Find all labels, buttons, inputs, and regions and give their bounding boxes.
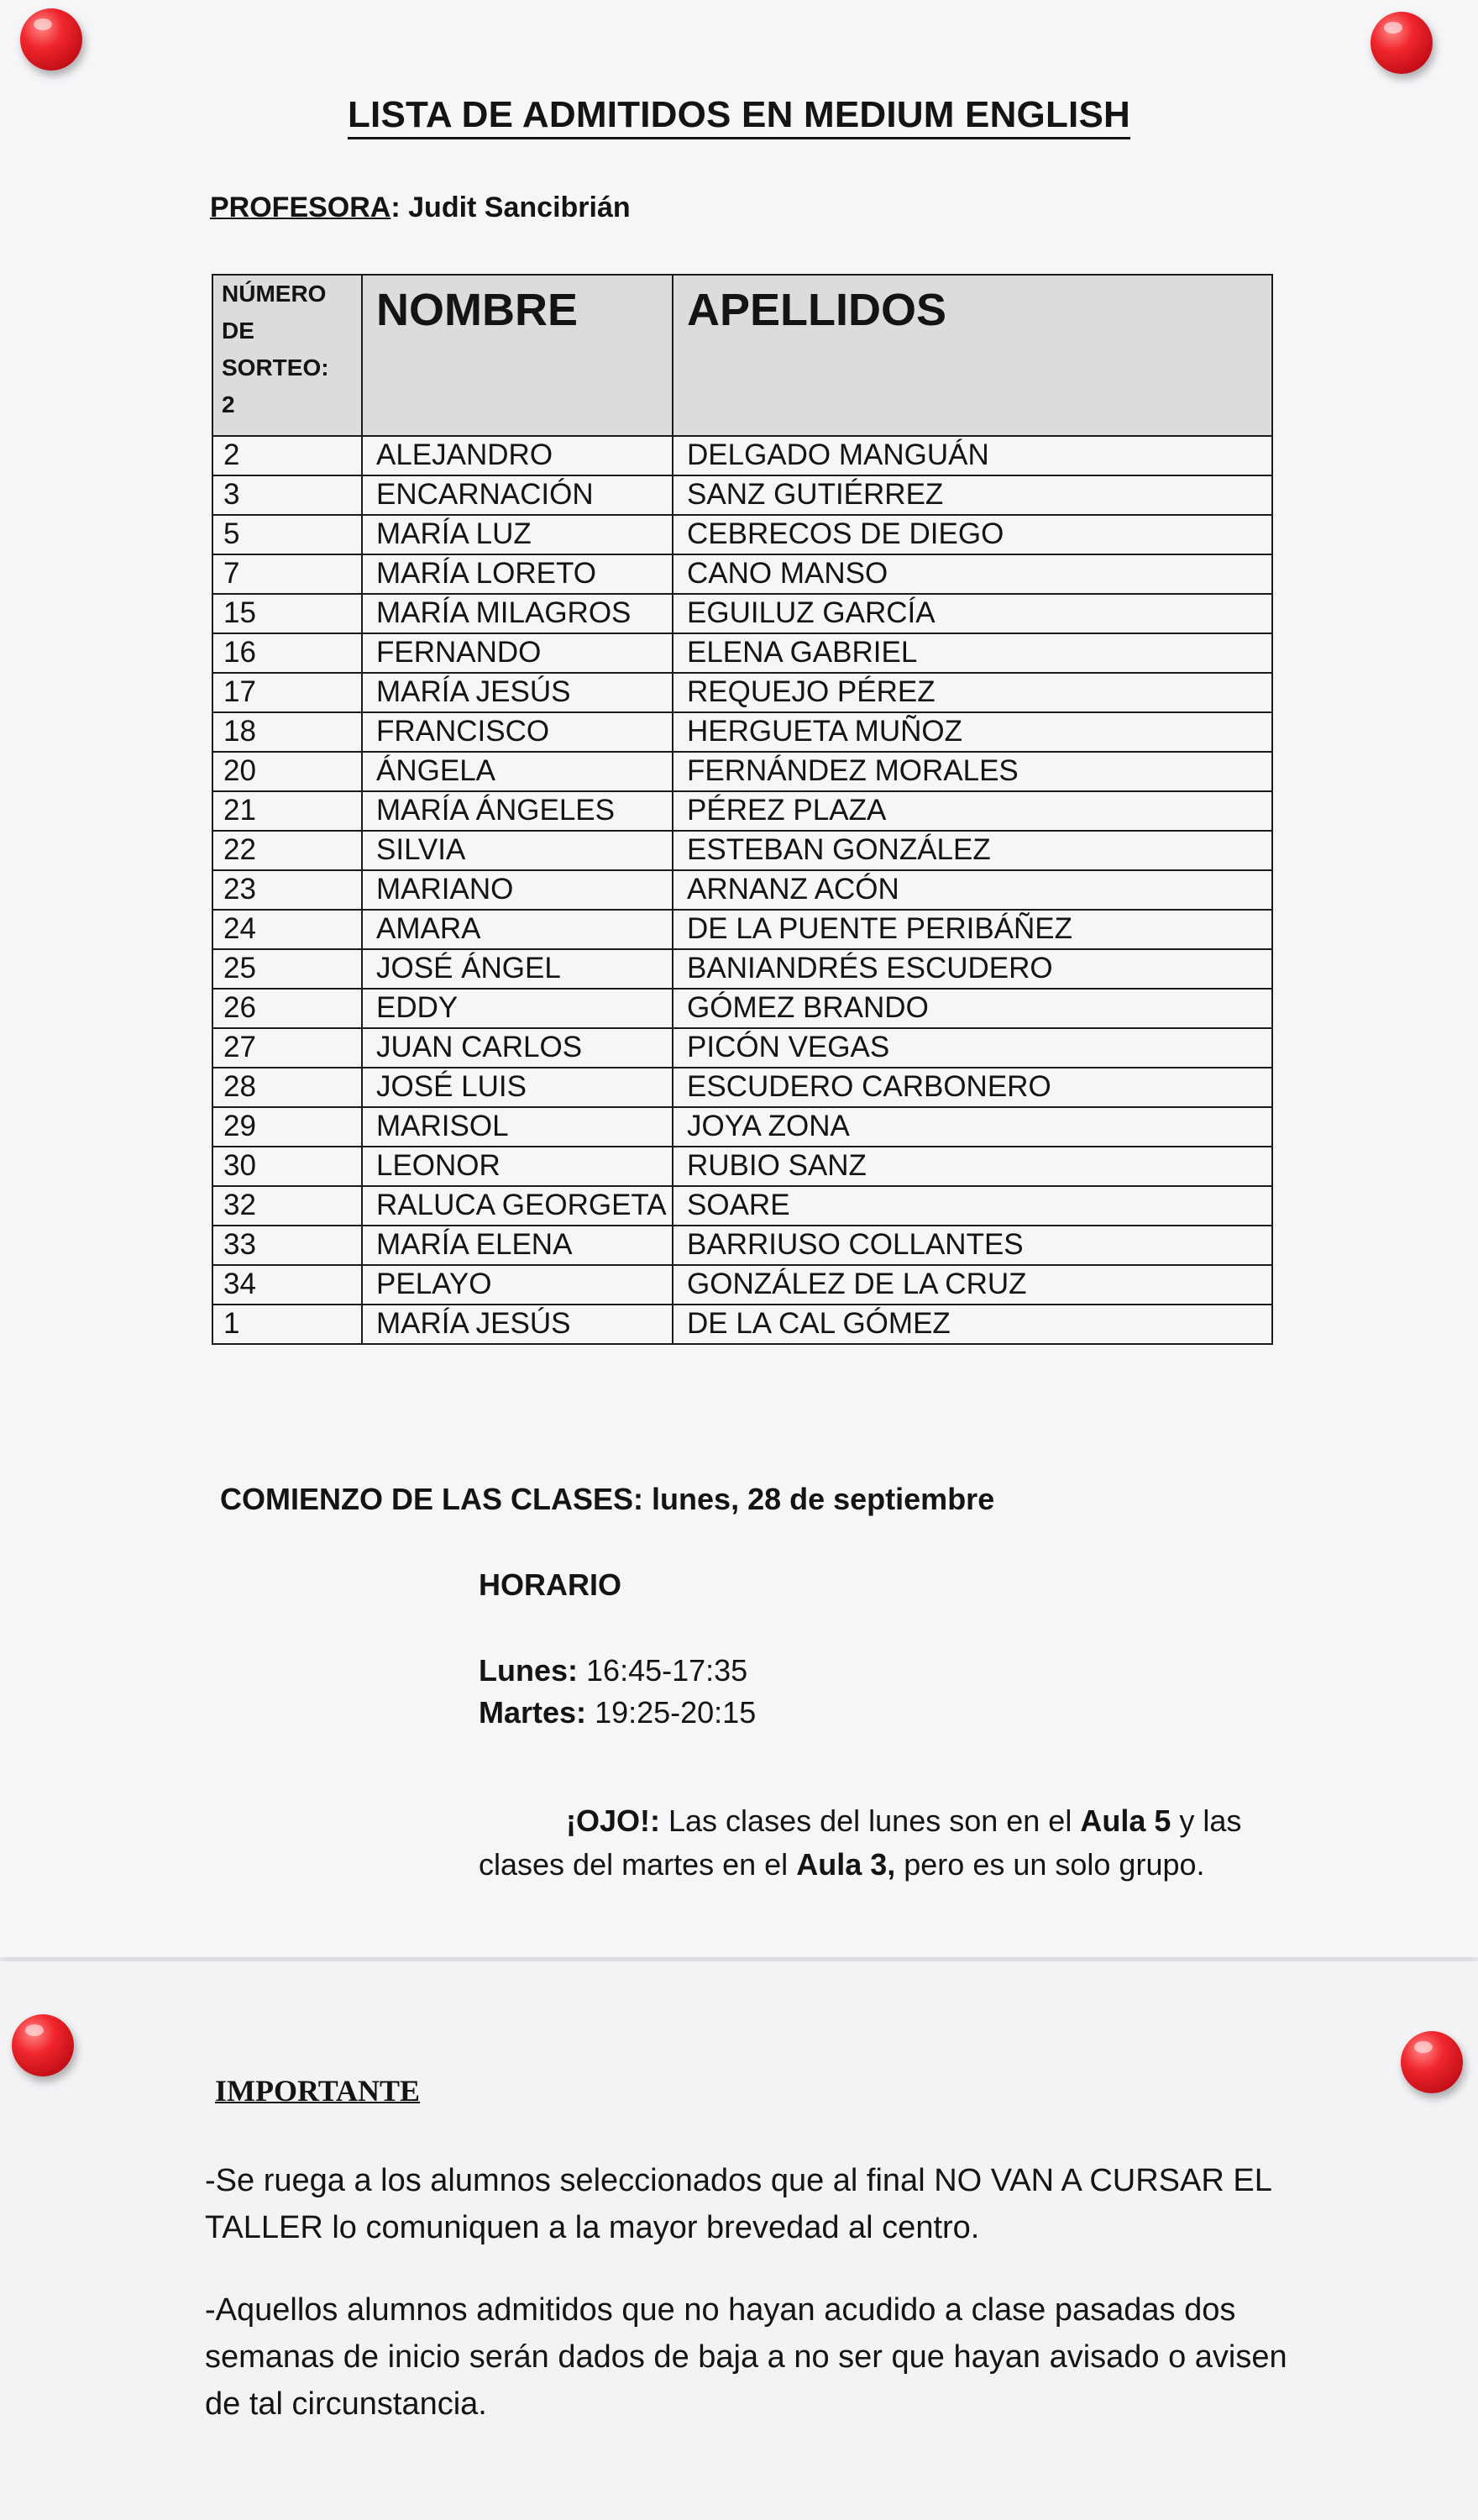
row-name: ALEJANDRO: [362, 436, 673, 475]
header-name: NOMBRE: [362, 275, 673, 436]
note-text-1: Las clases del lunes son en el: [668, 1803, 1072, 1838]
table-row: [212, 989, 1272, 1028]
row-name: PELAYO: [362, 1265, 673, 1305]
row-number: 20: [212, 752, 362, 791]
table-row: [212, 1186, 1272, 1226]
red-pin-icon: [20, 8, 82, 71]
header-number-line: DE: [222, 318, 254, 344]
header-number-line: SORTEO:: [222, 354, 329, 381]
row-surnames: BARRIUSO COLLANTES: [673, 1226, 1272, 1265]
page-title-text: LISTA DE ADMITIDOS EN MEDIUM ENGLISH: [348, 94, 1130, 139]
table-row: [212, 949, 1272, 989]
row-number: 21: [212, 791, 362, 831]
row-name: MARÍA JESÚS: [362, 673, 673, 712]
row-name: ÁNGELA: [362, 752, 673, 791]
row-surnames: RUBIO SANZ: [673, 1147, 1272, 1186]
row-surnames: ESTEBAN GONZÁLEZ: [673, 831, 1272, 870]
row-name: JOSÉ LUIS: [362, 1068, 673, 1107]
row-number: 1: [212, 1305, 362, 1344]
row-name: MARIANO: [362, 870, 673, 910]
row-number: 5: [212, 515, 362, 554]
page-title: [0, 94, 1478, 136]
table-row: [212, 475, 1272, 515]
row-surnames: HERGUETA MUÑOZ: [673, 712, 1272, 752]
teacher-line: [210, 192, 631, 224]
important-paragraph-1: -Se ruega a los alumnos seleccionados que al final NO VAN A CURSAR EL TALLER lo comuniquen a la mayor brevedad al centro.: [205, 2163, 1271, 2245]
row-name: SILVIA: [362, 831, 673, 870]
table-header-row: [212, 275, 1272, 436]
row-number: 18: [212, 712, 362, 752]
row-surnames: DELGADO MANGUÁN: [673, 436, 1272, 475]
table-row: [212, 673, 1272, 712]
header-number: [212, 275, 362, 436]
row-name: MARÍA ÁNGELES: [362, 791, 673, 831]
row-surnames: GONZÁLEZ DE LA CRUZ: [673, 1265, 1272, 1305]
row-surnames: CEBRECOS DE DIEGO: [673, 515, 1272, 554]
note-text-3: pero es un solo grupo.: [904, 1847, 1205, 1882]
row-number: 15: [212, 594, 362, 633]
schedule-line-monday: [479, 1653, 747, 1688]
row-number: 29: [212, 1107, 362, 1147]
row-name: LEONOR: [362, 1147, 673, 1186]
schedule-day: Lunes:: [479, 1653, 579, 1688]
row-number: 23: [212, 870, 362, 910]
table-row: [212, 1305, 1272, 1344]
row-surnames: ESCUDERO CARBONERO: [673, 1068, 1272, 1107]
row-number: 27: [212, 1028, 362, 1068]
row-surnames: BANIANDRÉS ESCUDERO: [673, 949, 1272, 989]
red-pin-icon: [1371, 12, 1433, 74]
row-name: ENCARNACIÓN: [362, 475, 673, 515]
classroom-note: [479, 1799, 1285, 1887]
header-number-line: NÚMERO: [222, 281, 327, 307]
row-number: 25: [212, 949, 362, 989]
row-surnames: ARNANZ ACÓN: [673, 870, 1272, 910]
start-value: lunes, 28 de septiembre: [652, 1482, 995, 1516]
row-surnames: JOYA ZONA: [673, 1107, 1272, 1147]
row-number: 7: [212, 554, 362, 594]
table-row: [212, 633, 1272, 673]
row-surnames: PICÓN VEGAS: [673, 1028, 1272, 1068]
note-warning: ¡OJO!:: [566, 1803, 660, 1838]
schedule-day: Martes:: [479, 1695, 587, 1730]
row-surnames: REQUEJO PÉREZ: [673, 673, 1272, 712]
row-name: RALUCA GEORGETA: [362, 1186, 673, 1226]
row-surnames: PÉREZ PLAZA: [673, 791, 1272, 831]
row-surnames: SOARE: [673, 1186, 1272, 1226]
row-number: 2: [212, 436, 362, 475]
row-name: JUAN CARLOS: [362, 1028, 673, 1068]
table-row: [212, 1068, 1272, 1107]
teacher-colon: :: [390, 192, 401, 223]
header-surnames: APELLIDOS: [673, 275, 1272, 436]
row-number: 33: [212, 1226, 362, 1265]
row-number: 22: [212, 831, 362, 870]
table-row: [212, 1147, 1272, 1186]
row-surnames: DE LA PUENTE PERIBÁÑEZ: [673, 910, 1272, 949]
schedule-time: 16:45-17:35: [586, 1653, 748, 1688]
row-name: JOSÉ ÁNGEL: [362, 949, 673, 989]
important-paragraph-2: -Aquellos alumnos admitidos que no hayan acudido a clase pasadas dos semanas de inicio serán dados de baja a no ser que hayan avisado o avisen de tal circunstancia.: [205, 2292, 1287, 2422]
table-row: [212, 870, 1272, 910]
row-number: 34: [212, 1265, 362, 1305]
row-number: 3: [212, 475, 362, 515]
table-row: [212, 1226, 1272, 1265]
schedule-title: HORARIO: [479, 1567, 621, 1602]
row-name: FERNANDO: [362, 633, 673, 673]
table-row: [212, 712, 1272, 752]
note-room-1: Aula 5: [1080, 1803, 1171, 1838]
schedule-time: 19:25-20:15: [595, 1695, 757, 1730]
header-number-line: 2: [222, 391, 235, 417]
row-surnames: FERNÁNDEZ MORALES: [673, 752, 1272, 791]
row-number: 24: [212, 910, 362, 949]
red-pin-icon: [12, 2014, 74, 2076]
teacher-label: PROFESORA: [210, 192, 391, 223]
row-name: AMARA: [362, 910, 673, 949]
row-number: 26: [212, 989, 362, 1028]
table-body: [212, 436, 1272, 1344]
row-name: MARÍA LORETO: [362, 554, 673, 594]
row-surnames: EGUILUZ GARCÍA: [673, 594, 1272, 633]
row-number: 32: [212, 1186, 362, 1226]
row-surnames: CANO MANSO: [673, 554, 1272, 594]
admitted-table: [212, 274, 1273, 1345]
row-surnames: DE LA CAL GÓMEZ: [673, 1305, 1272, 1344]
table-row: [212, 594, 1272, 633]
row-name: MARÍA ELENA: [362, 1226, 673, 1265]
row-name: FRANCISCO: [362, 712, 673, 752]
important-title: IMPORTANTE: [215, 2074, 421, 2108]
table-row: [212, 1107, 1272, 1147]
row-surnames: ELENA GABRIEL: [673, 633, 1272, 673]
table-row: [212, 554, 1272, 594]
row-number: 28: [212, 1068, 362, 1107]
note-room-2: Aula 3,: [796, 1847, 896, 1882]
row-number: 16: [212, 633, 362, 673]
table-row: [212, 436, 1272, 475]
row-name: MARISOL: [362, 1107, 673, 1147]
table-row: [212, 752, 1272, 791]
table-row: [212, 515, 1272, 554]
row-name: EDDY: [362, 989, 673, 1028]
row-surnames: SANZ GUTIÉRREZ: [673, 475, 1272, 515]
table-row: [212, 1265, 1272, 1305]
schedule-line-tuesday: [479, 1695, 756, 1730]
row-number: 17: [212, 673, 362, 712]
table-row: [212, 831, 1272, 870]
row-name: MARÍA JESÚS: [362, 1305, 673, 1344]
note-text-2: y las clases del martes en el: [479, 1803, 1242, 1882]
row-name: MARÍA LUZ: [362, 515, 673, 554]
table-row: [212, 910, 1272, 949]
row-name: MARÍA MILAGROS: [362, 594, 673, 633]
start-date-line: [220, 1482, 994, 1517]
table-row: [212, 1028, 1272, 1068]
start-label: COMIENZO DE LAS CLASES:: [220, 1482, 644, 1516]
table-row: [212, 791, 1272, 831]
teacher-name: Judit Sancibrián: [408, 192, 631, 223]
row-number: 30: [212, 1147, 362, 1186]
row-surnames: GÓMEZ BRANDO: [673, 989, 1272, 1028]
red-pin-icon: [1401, 2031, 1463, 2093]
